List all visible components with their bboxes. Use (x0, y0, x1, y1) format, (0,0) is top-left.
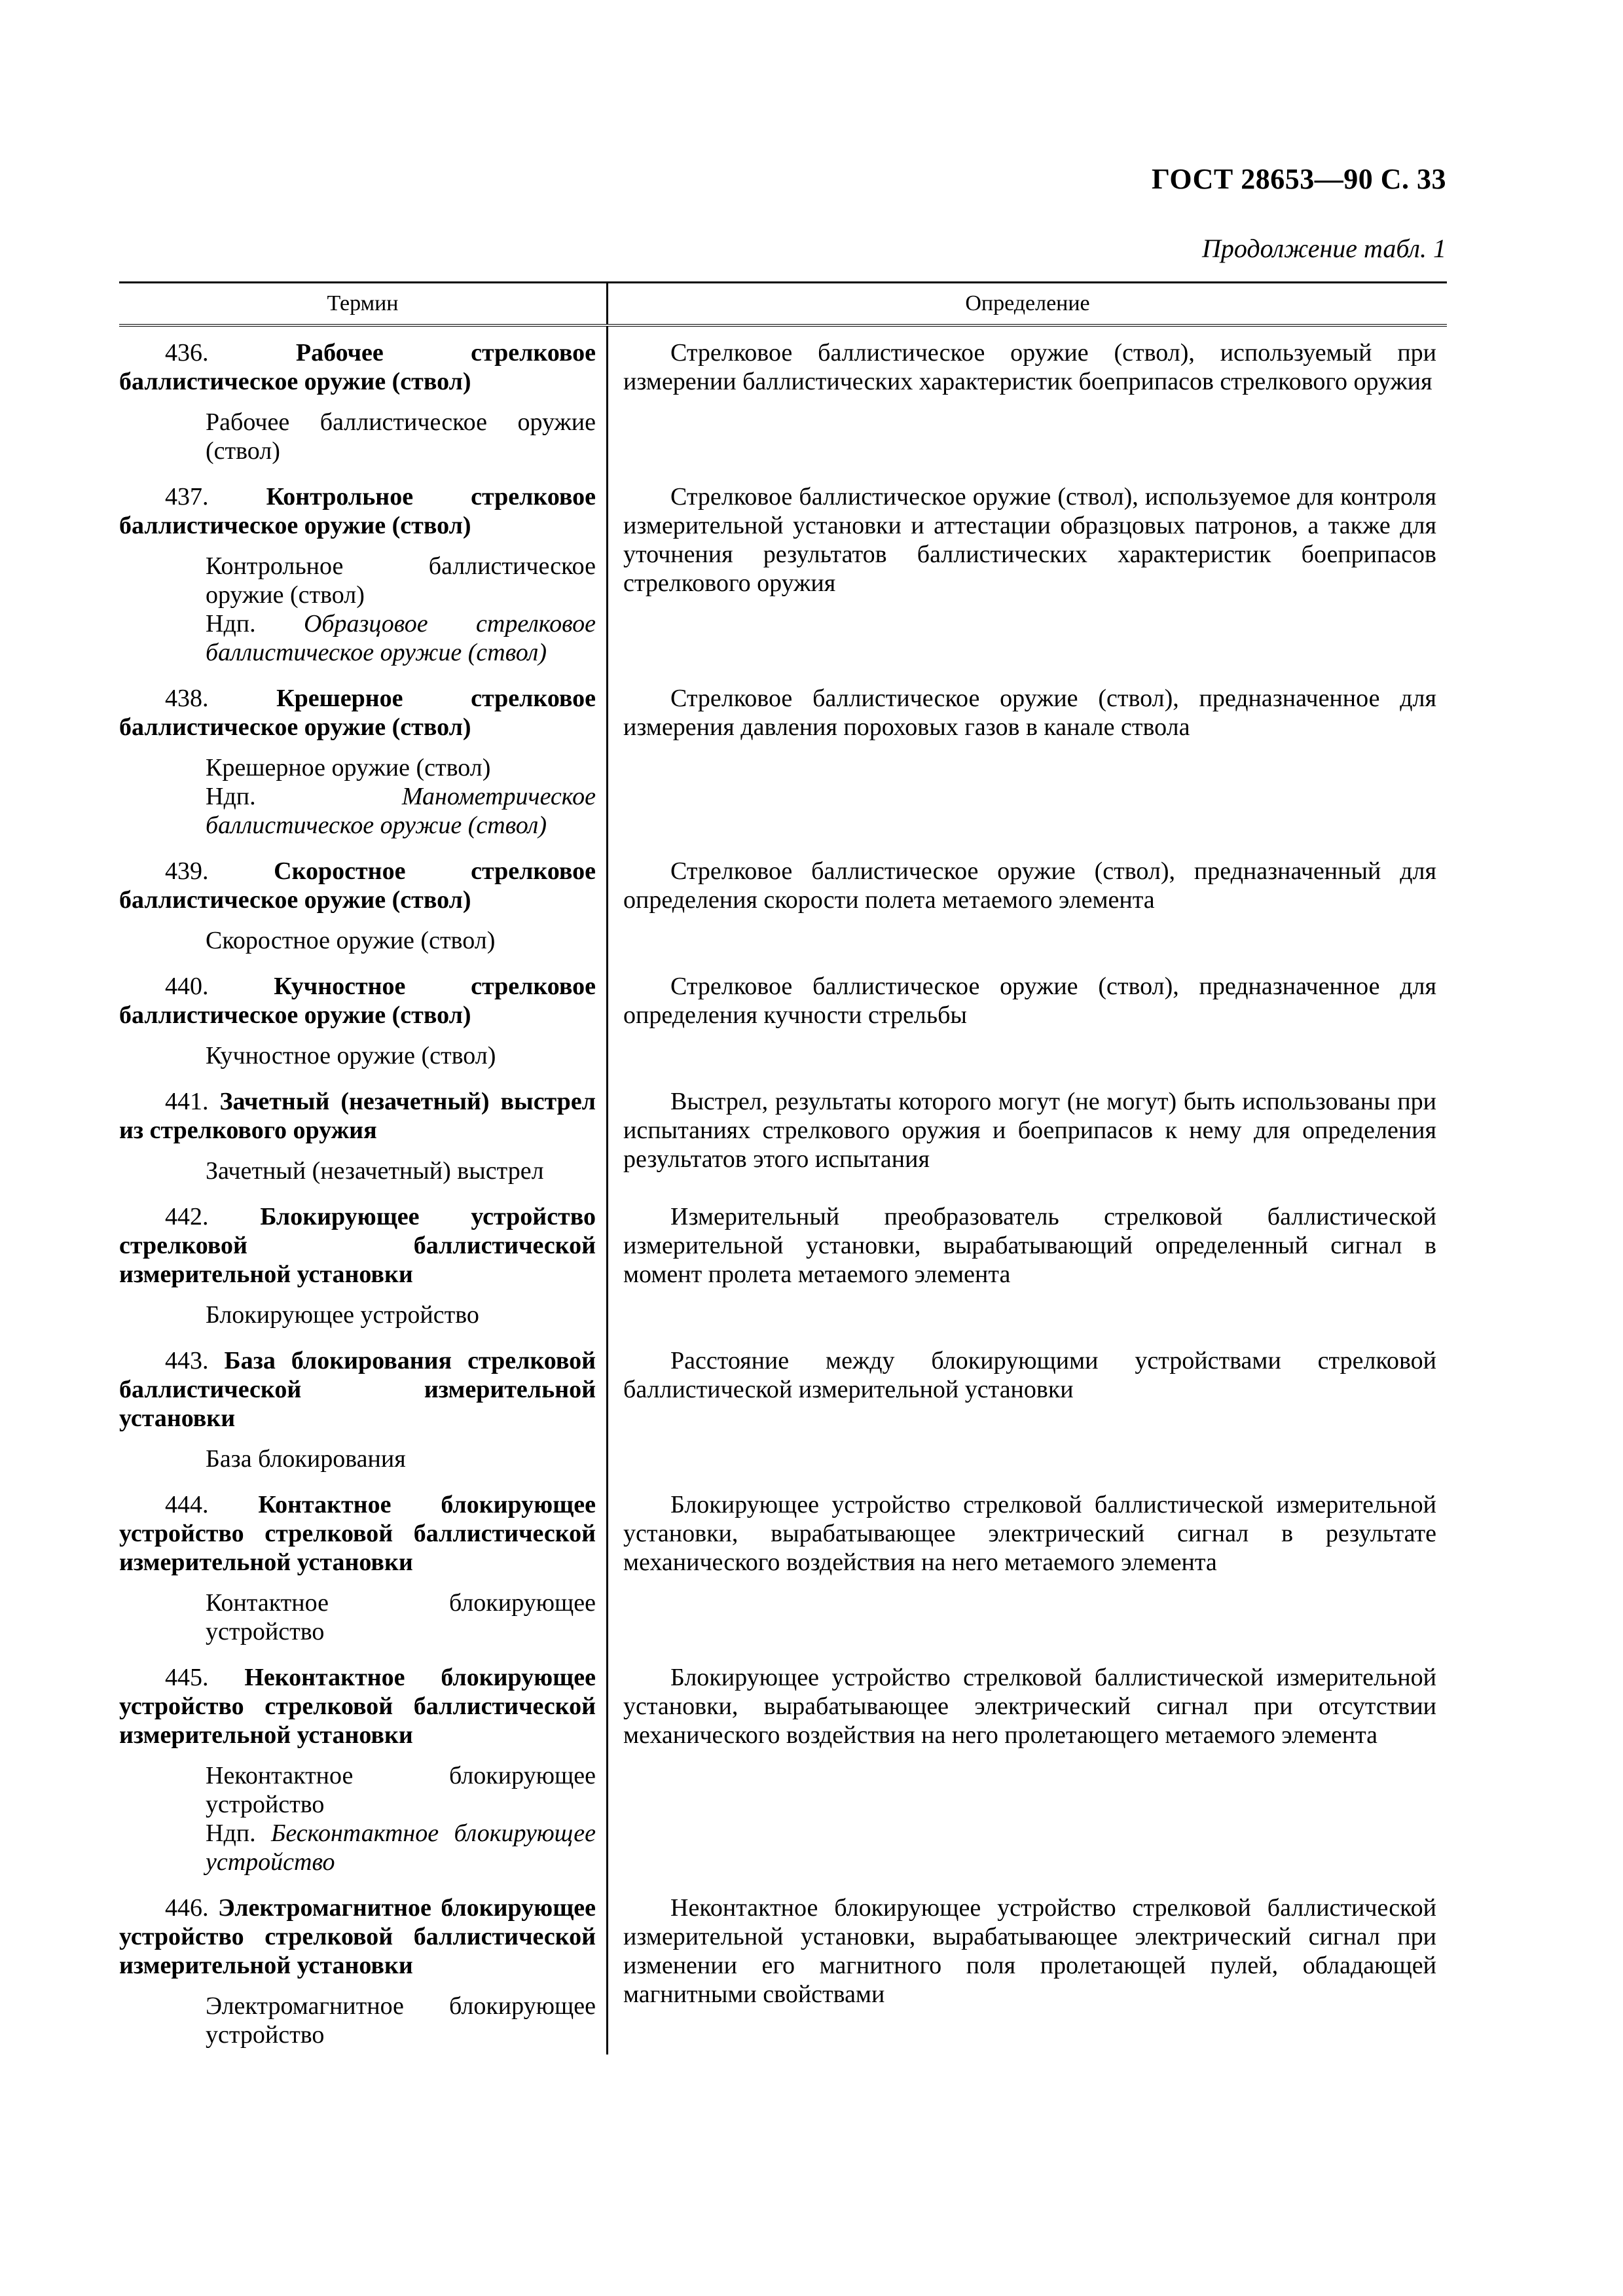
term-name: Контрольное стрелковое баллистическое оружие (ствол) (119, 483, 596, 539)
term-name: Скоростное стрелковое баллистическое оружие (ствол) (119, 857, 596, 914)
table-row (119, 1335, 1447, 1479)
term-synonyms (119, 1300, 596, 1329)
term-heading (119, 338, 596, 396)
term-number: 443. (165, 1347, 209, 1374)
term-name: Рабочее стрелковое баллистическое оружие (ствол) (119, 339, 596, 395)
term-number: 439. (165, 857, 209, 885)
short-term: Скоростное оружие (ствол) (206, 927, 496, 954)
definition-text: Стрелковое баллистическое оружие (ствол), предназначенный для определения скорости полета метаемого элемента (623, 857, 1436, 914)
term-name: Зачетный (незачетный) выстрел из стрелкового оружия (119, 1088, 596, 1144)
term-heading (119, 684, 596, 742)
definition-text: Неконтактное блокирующее устройство стрелковой баллистической измерительной установки, вырабатывающее электрический сигнал при изменении его магнитного поля пролетающей пулей, обладающей магнитными свойствами (623, 1894, 1436, 2008)
deprecated-term-line (206, 782, 596, 840)
term-heading (119, 1087, 596, 1145)
column-header-term: Термин (327, 291, 399, 315)
table-row (119, 471, 1447, 672)
term-name: База блокирования стрелковой баллистической измерительной установки (119, 1347, 596, 1432)
term-name: Крешерное стрелковое баллистическое оружие (ствол) (119, 685, 596, 741)
term-synonyms (119, 1157, 596, 1185)
short-term: Электромагнитное блокирующее устройство (206, 1992, 596, 2049)
definition-cell (606, 1651, 1447, 1882)
term-synonyms (119, 552, 596, 667)
table-row (119, 845, 1447, 960)
table-header-row (119, 281, 1447, 327)
short-term: Крешерное оружие (ствол) (206, 754, 491, 781)
short-term: Рабочее баллистическое оружие (ствол) (206, 408, 596, 465)
term-cell (119, 960, 606, 1075)
term-heading (119, 857, 596, 914)
deprecated-term: Бесконтактное блокирующее устройство (206, 1820, 596, 1876)
definition-cell (606, 1191, 1447, 1335)
term-synonyms (119, 408, 596, 465)
definition-text: Блокирующее устройство стрелковой баллистической измерительной установки, вырабатывающее электрический сигнал в результате механического воздействия на него метаемого элемента (623, 1491, 1436, 1576)
term-heading (119, 1490, 596, 1577)
term-name: Неконтактное блокирующее устройство стрелковой баллистической измерительной установки (119, 1664, 596, 1749)
definition-cell (606, 327, 1447, 471)
term-heading (119, 972, 596, 1030)
term-cell (119, 1882, 606, 2054)
short-term: Кучностное оружие (ствол) (206, 1042, 496, 1069)
term-heading (119, 482, 596, 540)
term-synonyms (119, 753, 596, 840)
term-cell (119, 672, 606, 845)
term-cell (119, 1335, 606, 1479)
short-term: База блокирования (206, 1445, 406, 1473)
term-name: Блокирующее устройство стрелковой баллистической измерительной установки (119, 1203, 596, 1288)
term-synonyms (119, 1588, 596, 1646)
term-name: Электромагнитное блокирующее устройство стрелковой баллистической измерительной установки (119, 1894, 596, 1979)
definition-text: Стрелковое баллистическое оружие (ствол), используемое для контроля измерительной установки и аттестации образцовых патронов, а также для уточнения результатов баллистических характеристик боеприпасов стрелкового оружия (623, 483, 1436, 597)
definition-cell (606, 672, 1447, 845)
short-term: Блокирующее устройство (206, 1301, 479, 1329)
page-header: ГОСТ 28653—90 С. 33 (1151, 163, 1446, 195)
table-row (119, 672, 1447, 845)
term-heading (119, 1893, 596, 1980)
definition-text: Стрелковое баллистическое оружие (ствол), используемый при измерении баллистических характеристик боеприпасов стрелкового оружия (623, 339, 1436, 395)
definition-cell (606, 1479, 1447, 1651)
term-number: 442. (165, 1203, 209, 1230)
term-number: 440. (165, 973, 209, 1000)
column-header-definition: Определение (606, 283, 1447, 324)
short-term: Контрольное баллистическое оружие (ствол) (206, 552, 596, 609)
table-row (119, 1651, 1447, 1882)
short-term: Контактное блокирующее устройство (206, 1589, 596, 1645)
definition-text: Выстрел, результаты которого могут (не могут) быть использованы при испытаниях стрелкового оружия и боеприпасов к нему для определения результатов этого испытания (623, 1088, 1436, 1173)
terms-table (119, 281, 1447, 2054)
definition-cell (606, 960, 1447, 1075)
term-number: 438. (165, 685, 209, 712)
ndp-label: Ндп. (206, 1820, 256, 1847)
definition-cell (606, 1075, 1447, 1191)
term-number: 445. (165, 1664, 209, 1691)
definition-cell (606, 1335, 1447, 1479)
table-row (119, 1191, 1447, 1335)
term-cell (119, 1191, 606, 1335)
deprecated-term: Манометрическое баллистическое оружие (ствол) (206, 783, 596, 839)
definition-cell (606, 1882, 1447, 2054)
table-continuation-caption: Продолжение табл. 1 (1201, 234, 1446, 263)
deprecated-term-line (206, 1819, 596, 1876)
table-row (119, 1479, 1447, 1651)
term-synonyms (119, 926, 596, 955)
definition-text: Расстояние между блокирующими устройствами стрелковой баллистической измерительной установки (623, 1347, 1436, 1403)
term-name: Кучностное стрелковое баллистическое оружие (ствол) (119, 973, 596, 1029)
definition-text: Стрелковое баллистическое оружие (ствол), предназначенное для определения кучности стрельбы (623, 973, 1436, 1029)
deprecated-term: Образцовое стрелковое баллистическое оружие (ствол) (206, 610, 596, 666)
definition-cell (606, 845, 1447, 960)
term-cell (119, 327, 606, 471)
term-synonyms (119, 1761, 596, 1876)
term-cell (119, 1651, 606, 1882)
term-heading (119, 1202, 596, 1289)
term-cell (119, 1075, 606, 1191)
term-number: 446. (165, 1894, 209, 1922)
definition-text: Стрелковое баллистическое оружие (ствол), предназначенное для измерения давления пороховых газов в канале ствола (623, 685, 1436, 741)
ndp-label: Ндп. (206, 783, 256, 810)
term-heading (119, 1346, 596, 1433)
term-number: 444. (165, 1491, 209, 1518)
short-term: Зачетный (незачетный) выстрел (206, 1157, 544, 1185)
table-row (119, 960, 1447, 1075)
term-synonyms (119, 1444, 596, 1473)
term-heading (119, 1663, 596, 1749)
term-number: 437. (165, 483, 209, 511)
term-cell (119, 845, 606, 960)
term-name: Контактное блокирующее устройство стрелковой баллистической измерительной установки (119, 1491, 596, 1576)
term-synonyms (119, 1992, 596, 2049)
deprecated-term-line (206, 609, 596, 667)
definition-cell (606, 471, 1447, 672)
definition-text: Блокирующее устройство стрелковой баллистической измерительной установки, вырабатывающее электрический сигнал при отсутствии механического воздействия на него пролетающего метаемого элемента (623, 1664, 1436, 1749)
term-number: 436. (165, 339, 209, 367)
term-number: 441. (165, 1088, 209, 1115)
table-row (119, 1882, 1447, 2054)
short-term: Неконтактное блокирующее устройство (206, 1762, 596, 1818)
table-row (119, 1075, 1447, 1191)
term-cell (119, 471, 606, 672)
table-row (119, 327, 1447, 471)
term-cell (119, 1479, 606, 1651)
ndp-label: Ндп. (206, 610, 256, 637)
table-body (119, 327, 1447, 2054)
term-synonyms (119, 1041, 596, 1070)
definition-text: Измерительный преобразователь стрелковой баллистической измерительной установки, вырабатывающий определенный сигнал в момент пролета метаемого элемента (623, 1203, 1436, 1288)
